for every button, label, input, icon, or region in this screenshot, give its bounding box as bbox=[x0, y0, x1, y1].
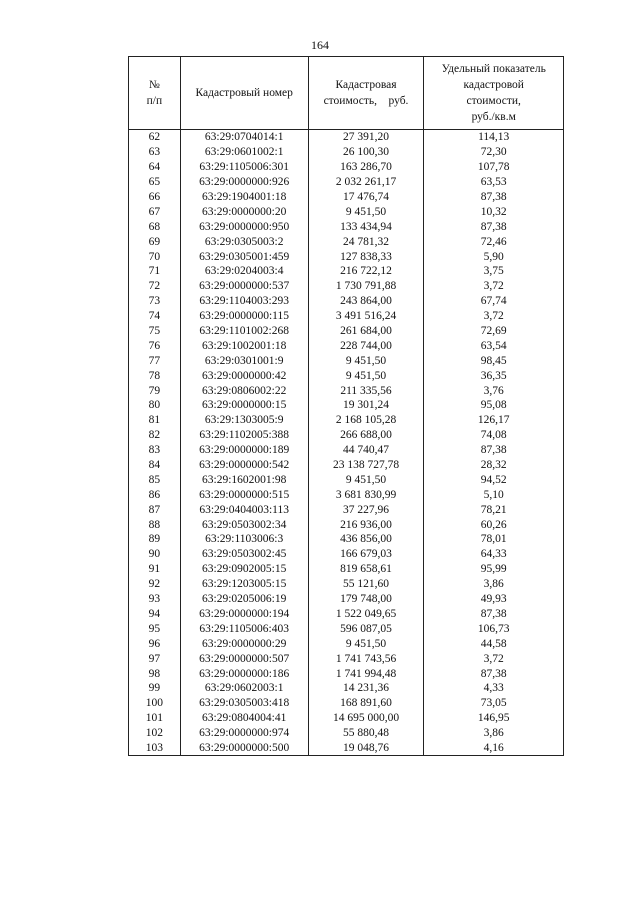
cadastral-number-cell: 63:29:0000000:20 bbox=[180, 204, 308, 219]
cadastral-cost-cell: 266 688,00 bbox=[308, 428, 424, 443]
table-row bbox=[129, 696, 564, 711]
cadastral-number-cell: 63:29:0000000:537 bbox=[180, 279, 308, 294]
cadastral-cost-cell: 179 748,00 bbox=[308, 592, 424, 607]
row-number-cell: 103 bbox=[129, 741, 181, 756]
table-row bbox=[129, 428, 564, 443]
header-cadastral-number bbox=[180, 57, 308, 130]
cadastral-cost-cell: 1 741 743,56 bbox=[308, 651, 424, 666]
cadastral-cost-cell: 211 335,56 bbox=[308, 383, 424, 398]
specific-indicator-cell: 87,38 bbox=[424, 190, 564, 205]
cadastral-number-cell: 63:29:1101002:268 bbox=[180, 324, 308, 339]
cadastral-number-cell: 63:29:0806002:22 bbox=[180, 383, 308, 398]
row-number-cell: 91 bbox=[129, 562, 181, 577]
table-row bbox=[129, 472, 564, 487]
specific-indicator-cell: 3,72 bbox=[424, 309, 564, 324]
row-number-cell: 88 bbox=[129, 517, 181, 532]
row-number-cell: 99 bbox=[129, 681, 181, 696]
specific-indicator-cell: 5,90 bbox=[424, 249, 564, 264]
cadastral-cost-cell: 1 741 994,48 bbox=[308, 666, 424, 681]
specific-indicator-cell: 5,10 bbox=[424, 487, 564, 502]
specific-indicator-cell: 78,21 bbox=[424, 502, 564, 517]
table-row bbox=[129, 234, 564, 249]
cadastral-number-cell: 63:29:1002001:18 bbox=[180, 338, 308, 353]
table-row bbox=[129, 324, 564, 339]
table-row bbox=[129, 279, 564, 294]
row-number-cell: 83 bbox=[129, 443, 181, 458]
specific-indicator-cell: 107,78 bbox=[424, 160, 564, 175]
specific-indicator-cell: 72,46 bbox=[424, 234, 564, 249]
cadastral-number-cell: 63:29:1103006:3 bbox=[180, 532, 308, 547]
table-row bbox=[129, 562, 564, 577]
row-number-cell: 71 bbox=[129, 264, 181, 279]
table-row bbox=[129, 621, 564, 636]
table-row bbox=[129, 309, 564, 324]
specific-indicator-cell: 95,08 bbox=[424, 398, 564, 413]
cadastral-cost-cell: 1 522 049,65 bbox=[308, 607, 424, 622]
cadastral-cost-cell: 3 681 830,99 bbox=[308, 487, 424, 502]
cadastral-cost-cell: 14 695 000,00 bbox=[308, 711, 424, 726]
cadastral-cost-cell: 9 451,50 bbox=[308, 636, 424, 651]
header-specific-indicator bbox=[424, 57, 564, 130]
cadastral-cost-cell: 9 451,50 bbox=[308, 472, 424, 487]
table-row bbox=[129, 219, 564, 234]
cadastral-number-cell: 63:29:0804004:41 bbox=[180, 711, 308, 726]
cadastral-number-cell: 63:29:0205006:19 bbox=[180, 592, 308, 607]
table-row bbox=[129, 636, 564, 651]
cadastral-cost-cell: 3 491 516,24 bbox=[308, 309, 424, 324]
specific-indicator-cell: 87,38 bbox=[424, 666, 564, 681]
cadastral-number-cell: 63:29:0503002:45 bbox=[180, 547, 308, 562]
row-number-cell: 93 bbox=[129, 592, 181, 607]
specific-indicator-cell: 44,58 bbox=[424, 636, 564, 651]
cadastral-cost-cell: 216 936,00 bbox=[308, 517, 424, 532]
cadastral-number-cell: 63:29:0503002:34 bbox=[180, 517, 308, 532]
cadastral-cost-cell: 19 048,76 bbox=[308, 741, 424, 756]
row-number-cell: 63 bbox=[129, 145, 181, 160]
row-number-cell: 68 bbox=[129, 219, 181, 234]
cadastral-number-cell: 63:29:1303005:9 bbox=[180, 413, 308, 428]
cadastral-cost-cell: 19 301,24 bbox=[308, 398, 424, 413]
table-row bbox=[129, 338, 564, 353]
cadastral-number-cell: 63:29:0301001:9 bbox=[180, 353, 308, 368]
cadastral-cost-cell: 168 891,60 bbox=[308, 696, 424, 711]
table-row bbox=[129, 547, 564, 562]
header-cadastral-number-label: Кадастровый номер bbox=[195, 87, 293, 99]
specific-indicator-cell: 95,99 bbox=[424, 562, 564, 577]
specific-indicator-cell: 3,72 bbox=[424, 651, 564, 666]
row-number-cell: 81 bbox=[129, 413, 181, 428]
specific-indicator-cell: 3,86 bbox=[424, 726, 564, 741]
cadastral-number-cell: 63:29:1102005:388 bbox=[180, 428, 308, 443]
table-header-row bbox=[129, 57, 564, 130]
cadastral-number-cell: 63:29:0602003:1 bbox=[180, 681, 308, 696]
table-row bbox=[129, 711, 564, 726]
cadastral-cost-cell: 133 434,94 bbox=[308, 219, 424, 234]
cadastral-cost-cell: 819 658,61 bbox=[308, 562, 424, 577]
page-number: 164 bbox=[311, 38, 329, 52]
cadastral-number-cell: 63:29:0204003:4 bbox=[180, 264, 308, 279]
cadastral-cost-cell: 55 121,60 bbox=[308, 577, 424, 592]
header-specific-line3: стоимости, bbox=[466, 95, 521, 107]
specific-indicator-cell: 87,38 bbox=[424, 443, 564, 458]
cadastral-cost-cell: 9 451,50 bbox=[308, 204, 424, 219]
cadastral-number-cell: 63:29:0000000:194 bbox=[180, 607, 308, 622]
cadastral-number-cell: 63:29:0000000:186 bbox=[180, 666, 308, 681]
cadastral-number-cell: 63:29:0000000:115 bbox=[180, 309, 308, 324]
specific-indicator-cell: 98,45 bbox=[424, 353, 564, 368]
table-row bbox=[129, 577, 564, 592]
cadastral-cost-cell: 243 864,00 bbox=[308, 294, 424, 309]
cadastral-number-cell: 63:29:0000000:974 bbox=[180, 726, 308, 741]
specific-indicator-cell: 74,08 bbox=[424, 428, 564, 443]
cadastral-number-cell: 63:29:0000000:29 bbox=[180, 636, 308, 651]
header-num-line1: № bbox=[148, 79, 160, 91]
cadastral-number-cell: 63:29:0000000:515 bbox=[180, 487, 308, 502]
cadastral-cost-cell: 55 880,48 bbox=[308, 726, 424, 741]
cadastral-number-cell: 63:29:0000000:542 bbox=[180, 458, 308, 473]
cadastral-cost-cell: 216 722,12 bbox=[308, 264, 424, 279]
specific-indicator-cell: 4,16 bbox=[424, 741, 564, 756]
table-row bbox=[129, 264, 564, 279]
table-row bbox=[129, 294, 564, 309]
specific-indicator-cell: 63,53 bbox=[424, 175, 564, 190]
cadastral-number-cell: 63:29:1104003:293 bbox=[180, 294, 308, 309]
table-body bbox=[129, 130, 564, 756]
cadastral-number-cell: 63:29:0000000:500 bbox=[180, 741, 308, 756]
header-num-line2: п/п bbox=[146, 95, 163, 107]
row-number-cell: 67 bbox=[129, 204, 181, 219]
cadastral-number-cell: 63:29:1602001:98 bbox=[180, 472, 308, 487]
row-number-cell: 64 bbox=[129, 160, 181, 175]
cadastral-cost-cell: 127 838,33 bbox=[308, 249, 424, 264]
header-specific-line1: Удельный показатель bbox=[441, 63, 546, 75]
table-row bbox=[129, 592, 564, 607]
cadastral-number-cell: 63:29:1105006:301 bbox=[180, 160, 308, 175]
header-specific-line4: руб./кв.м bbox=[471, 111, 516, 123]
row-number-cell: 73 bbox=[129, 294, 181, 309]
row-number-cell: 70 bbox=[129, 249, 181, 264]
specific-indicator-cell: 87,38 bbox=[424, 607, 564, 622]
row-number-cell: 79 bbox=[129, 383, 181, 398]
specific-indicator-cell: 10,32 bbox=[424, 204, 564, 219]
row-number-cell: 80 bbox=[129, 398, 181, 413]
specific-indicator-cell: 3,76 bbox=[424, 383, 564, 398]
row-number-cell: 76 bbox=[129, 338, 181, 353]
specific-indicator-cell: 87,38 bbox=[424, 219, 564, 234]
cadastral-number-cell: 63:29:0404003:113 bbox=[180, 502, 308, 517]
table-row bbox=[129, 368, 564, 383]
table-row bbox=[129, 413, 564, 428]
cadastral-cost-cell: 14 231,36 bbox=[308, 681, 424, 696]
header-row-number bbox=[129, 57, 181, 130]
specific-indicator-cell: 60,26 bbox=[424, 517, 564, 532]
table-row bbox=[129, 651, 564, 666]
table-row bbox=[129, 741, 564, 756]
header-cost-line1: Кадастровая bbox=[335, 79, 397, 91]
specific-indicator-cell: 3,75 bbox=[424, 264, 564, 279]
row-number-cell: 92 bbox=[129, 577, 181, 592]
table-row bbox=[129, 517, 564, 532]
row-number-cell: 95 bbox=[129, 621, 181, 636]
cadastral-number-cell: 63:29:0000000:507 bbox=[180, 651, 308, 666]
cadastral-number-cell: 63:29:0305001:459 bbox=[180, 249, 308, 264]
cadastral-number-cell: 63:29:0305003:418 bbox=[180, 696, 308, 711]
cadastral-cost-cell: 596 087,05 bbox=[308, 621, 424, 636]
cadastral-table bbox=[128, 56, 564, 756]
cadastral-cost-cell: 27 391,20 bbox=[308, 130, 424, 145]
table-row bbox=[129, 532, 564, 547]
cadastral-cost-cell: 261 684,00 bbox=[308, 324, 424, 339]
table-row bbox=[129, 487, 564, 502]
table-row bbox=[129, 353, 564, 368]
row-number-cell: 96 bbox=[129, 636, 181, 651]
row-number-cell: 86 bbox=[129, 487, 181, 502]
row-number-cell: 75 bbox=[129, 324, 181, 339]
row-number-cell: 82 bbox=[129, 428, 181, 443]
table-row bbox=[129, 160, 564, 175]
cadastral-cost-cell: 436 856,00 bbox=[308, 532, 424, 547]
specific-indicator-cell: 146,95 bbox=[424, 711, 564, 726]
cadastral-cost-cell: 1 730 791,88 bbox=[308, 279, 424, 294]
specific-indicator-cell: 4,33 bbox=[424, 681, 564, 696]
table-row bbox=[129, 666, 564, 681]
cadastral-number-cell: 63:29:0902005:15 bbox=[180, 562, 308, 577]
cadastral-cost-cell: 24 781,32 bbox=[308, 234, 424, 249]
cadastral-number-cell: 63:29:1203005:15 bbox=[180, 577, 308, 592]
row-number-cell: 100 bbox=[129, 696, 181, 711]
table-row bbox=[129, 681, 564, 696]
cadastral-number-cell: 63:29:0601002:1 bbox=[180, 145, 308, 160]
row-number-cell: 62 bbox=[129, 130, 181, 145]
row-number-cell: 77 bbox=[129, 353, 181, 368]
cadastral-cost-cell: 23 138 727,78 bbox=[308, 458, 424, 473]
specific-indicator-cell: 73,05 bbox=[424, 696, 564, 711]
row-number-cell: 101 bbox=[129, 711, 181, 726]
specific-indicator-cell: 28,32 bbox=[424, 458, 564, 473]
specific-indicator-cell: 126,17 bbox=[424, 413, 564, 428]
row-number-cell: 85 bbox=[129, 472, 181, 487]
specific-indicator-cell: 64,33 bbox=[424, 547, 564, 562]
specific-indicator-cell: 94,52 bbox=[424, 472, 564, 487]
cadastral-number-cell: 63:29:0000000:950 bbox=[180, 219, 308, 234]
cadastral-number-cell: 63:29:0000000:15 bbox=[180, 398, 308, 413]
cadastral-number-cell: 63:29:0305003:2 bbox=[180, 234, 308, 249]
cadastral-cost-cell: 2 032 261,17 bbox=[308, 175, 424, 190]
specific-indicator-cell: 72,30 bbox=[424, 145, 564, 160]
table-row bbox=[129, 607, 564, 622]
table-row bbox=[129, 726, 564, 741]
row-number-cell: 65 bbox=[129, 175, 181, 190]
cadastral-cost-cell: 17 476,74 bbox=[308, 190, 424, 205]
row-number-cell: 98 bbox=[129, 666, 181, 681]
cadastral-cost-cell: 166 679,03 bbox=[308, 547, 424, 562]
specific-indicator-cell: 72,69 bbox=[424, 324, 564, 339]
row-number-cell: 102 bbox=[129, 726, 181, 741]
cadastral-cost-cell: 26 100,30 bbox=[308, 145, 424, 160]
row-number-cell: 84 bbox=[129, 458, 181, 473]
specific-indicator-cell: 67,74 bbox=[424, 294, 564, 309]
cadastral-number-cell: 63:29:0704014:1 bbox=[180, 130, 308, 145]
table-row bbox=[129, 204, 564, 219]
row-number-cell: 90 bbox=[129, 547, 181, 562]
table-row bbox=[129, 383, 564, 398]
specific-indicator-cell: 106,73 bbox=[424, 621, 564, 636]
cadastral-number-cell: 63:29:0000000:926 bbox=[180, 175, 308, 190]
cadastral-cost-cell: 228 744,00 bbox=[308, 338, 424, 353]
cadastral-cost-cell: 2 168 105,28 bbox=[308, 413, 424, 428]
table-row bbox=[129, 502, 564, 517]
table-row bbox=[129, 190, 564, 205]
specific-indicator-cell: 49,93 bbox=[424, 592, 564, 607]
cadastral-cost-cell: 9 451,50 bbox=[308, 368, 424, 383]
table-row bbox=[129, 130, 564, 145]
row-number-cell: 89 bbox=[129, 532, 181, 547]
table-row bbox=[129, 398, 564, 413]
table-row bbox=[129, 443, 564, 458]
row-number-cell: 94 bbox=[129, 607, 181, 622]
row-number-cell: 97 bbox=[129, 651, 181, 666]
cadastral-number-cell: 63:29:0000000:42 bbox=[180, 368, 308, 383]
row-number-cell: 66 bbox=[129, 190, 181, 205]
row-number-cell: 74 bbox=[129, 309, 181, 324]
cadastral-number-cell: 63:29:1105006:403 bbox=[180, 621, 308, 636]
specific-indicator-cell: 78,01 bbox=[424, 532, 564, 547]
table-row bbox=[129, 458, 564, 473]
header-specific-line2: кадастровой bbox=[463, 79, 524, 91]
cadastral-number-cell: 63:29:0000000:189 bbox=[180, 443, 308, 458]
specific-indicator-cell: 3,86 bbox=[424, 577, 564, 592]
specific-indicator-cell: 63,54 bbox=[424, 338, 564, 353]
table-row bbox=[129, 249, 564, 264]
cadastral-cost-cell: 9 451,50 bbox=[308, 353, 424, 368]
header-cadastral-cost bbox=[308, 57, 424, 130]
specific-indicator-cell: 114,13 bbox=[424, 130, 564, 145]
cadastral-cost-cell: 37 227,96 bbox=[308, 502, 424, 517]
row-number-cell: 78 bbox=[129, 368, 181, 383]
table-row bbox=[129, 175, 564, 190]
header-cost-line2: стоимость, руб. bbox=[323, 95, 409, 107]
cadastral-number-cell: 63:29:1904001:18 bbox=[180, 190, 308, 205]
specific-indicator-cell: 3,72 bbox=[424, 279, 564, 294]
row-number-cell: 69 bbox=[129, 234, 181, 249]
cadastral-cost-cell: 163 286,70 bbox=[308, 160, 424, 175]
cadastral-cost-cell: 44 740,47 bbox=[308, 443, 424, 458]
specific-indicator-cell: 36,35 bbox=[424, 368, 564, 383]
row-number-cell: 87 bbox=[129, 502, 181, 517]
table-row bbox=[129, 145, 564, 160]
row-number-cell: 72 bbox=[129, 279, 181, 294]
